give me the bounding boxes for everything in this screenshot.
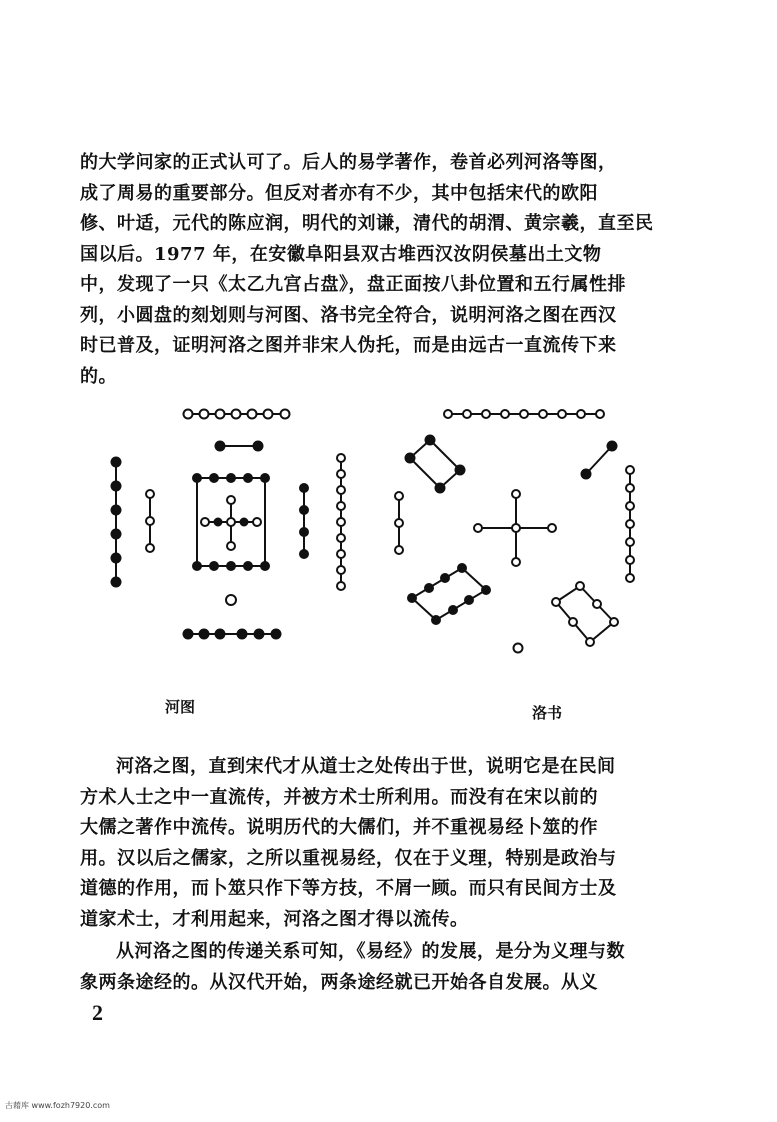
text-line: 方术人士之中一直流传，并被方术士所利用。而没有在宋以前的 xyxy=(80,786,598,808)
text-line: 成了周易的重要部分。但反对者亦有不少，其中包括宋代的欧阳 xyxy=(80,182,598,204)
paragraph-3 xyxy=(80,937,710,998)
text-line: 的。 xyxy=(80,365,117,387)
page-number: 2 xyxy=(92,1000,103,1025)
paragraph-2 xyxy=(80,752,710,935)
text-line: 用。汉以后之儒家，之所以重视易经，仅在于义理，特别是政治与 xyxy=(80,847,617,869)
text-line: 修、叶适，元代的陈应润，明代的刘谦，清代的胡渭、黄宗羲，直至民 xyxy=(80,213,654,234)
luoshu-caption: 洛书 xyxy=(532,704,563,722)
text-line: 从河洛之图的传递关系可知，《易经》的发展，是分为义理与数 xyxy=(116,941,625,962)
hetu-figure xyxy=(112,410,346,639)
text-line: 大儒之著作中流传。说明历代的大儒们，并不重视易经卜筮的作 xyxy=(80,817,598,838)
hetu-caption: 河图 xyxy=(165,698,196,716)
text-line: 时已普及，证明河洛之图并非宋人伪托，而是由远古一直流传下来 xyxy=(80,335,617,356)
luoshu-figure xyxy=(395,410,634,653)
text-line: 国以后。1977 年，在安徽阜阳县双古堆西汉汝阴侯墓出土文物 xyxy=(80,243,602,265)
text-line: 中，发现了一只《太乙九宫占盘》，盘正面按八卦位置和五行属性排 xyxy=(80,274,626,295)
hetu-luoshu-diagram xyxy=(0,390,777,690)
text-line: 道家术士，才利用起来，河洛之图才得以流传。 xyxy=(80,908,469,930)
text-line: 列，小圆盘的刻划则与河图、洛书完全符合，说明河洛之图在西汉 xyxy=(80,304,617,326)
footer-watermark: 古藉库 www.fozh7920.com xyxy=(5,1101,110,1110)
text-line: 河洛之图，直到宋代才从道士之处传出于世，说明它是在民间 xyxy=(116,756,616,777)
text-line: 的大学问家的正式认可了。后人的易学著作，卷首必列河洛等图， xyxy=(80,152,617,173)
text-line: 道德的作用，而卜筮只作下等方技，不屑一顾。而只有民间方士及 xyxy=(80,878,617,899)
paragraph-1 xyxy=(80,148,710,392)
text-line: 象两条途经的。从汉代开始，两条途经就已开始各自发展。从义 xyxy=(80,971,598,993)
